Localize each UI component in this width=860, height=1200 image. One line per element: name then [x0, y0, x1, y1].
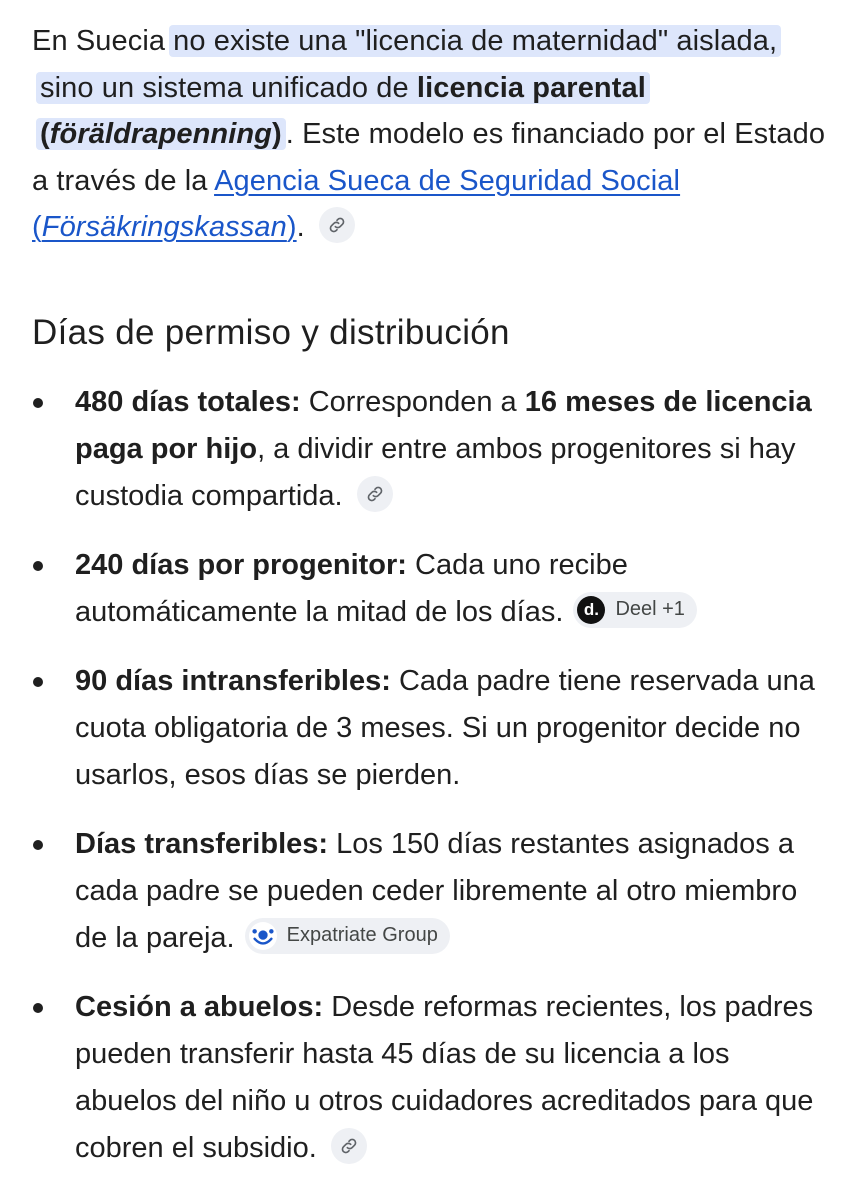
item-text: Corresponden a [300, 385, 525, 418]
bullet-dot [33, 561, 43, 571]
item-text: Desde reformas recientes, los padres pueden transferir hasta 45 días de su licencia a los abuelos del niño u otros cuidadores acreditados para que cobren el subsidio. [75, 990, 814, 1164]
deel-logo: d. [577, 596, 605, 624]
item-term: 90 días intransferibles: [75, 664, 391, 697]
item-term: 480 días totales: [75, 385, 301, 418]
link-icon[interactable] [357, 476, 393, 512]
intro-text-end: . [296, 211, 305, 243]
item-term: Cesión a abuelos: [75, 990, 324, 1023]
intro-text-middle: . Este modelo es financiado por el Estado a través de la [32, 118, 826, 197]
bullet-dot [33, 677, 43, 687]
item-text: Cada padre tiene reservada una cuota obligatoria de 3 meses. Si un progenitor decide no usarlos, esos días se pierden. [75, 664, 815, 791]
item-bold-text: 16 meses de licencia paga por hijo [75, 385, 812, 465]
source-chip-label: Expatriate Group [286, 924, 438, 947]
item-term: 240 días por progenitor: [75, 548, 407, 581]
link-icon[interactable] [319, 207, 355, 243]
list-item [32, 658, 830, 799]
source-chip-deel[interactable] [573, 592, 697, 628]
expatriate-group-logo [249, 922, 277, 950]
section-heading: Días de permiso y distribución [32, 312, 510, 352]
item-term: Días transferibles: [75, 827, 329, 860]
link-icon[interactable] [331, 1128, 367, 1164]
item-text-end: , a dividir entre ambos progenitores si hay custodia compartida. [75, 432, 796, 512]
list-item [32, 379, 830, 520]
bullet-dot [33, 1003, 43, 1013]
item-text: Los 150 días restantes asignados a cada padre se pueden ceder libremente al otro miembro de la pareja. [75, 827, 798, 954]
intro-text-start: En Suecia [32, 25, 166, 57]
intro-paragraph [32, 18, 830, 251]
list-item [32, 542, 830, 636]
bullet-dot [33, 398, 43, 408]
source-chip-expatriate-group[interactable] [245, 918, 450, 954]
highlight-italic-term: föräldrapenning [49, 118, 272, 150]
highlight-bold-close: ) [272, 118, 282, 150]
agency-link-italic: Försäkringskassan [41, 211, 287, 243]
agency-link-text: Agencia Sueca de Seguridad Social ( [32, 164, 681, 243]
list-item [32, 984, 830, 1172]
list-item [32, 821, 830, 962]
highlight-text: no existe una "licencia de maternidad" aislada, sino un sistema unificado de [40, 25, 778, 104]
source-chip-label: Deel +1 [615, 598, 685, 621]
bullet-dot [33, 840, 43, 850]
agency-link-close: ) [286, 211, 297, 243]
highlight-bold-text: licencia parental ( [40, 71, 646, 150]
bullet-list [32, 379, 830, 1172]
item-text: Cada uno recibe automáticamente la mitad de los días. [75, 548, 628, 628]
